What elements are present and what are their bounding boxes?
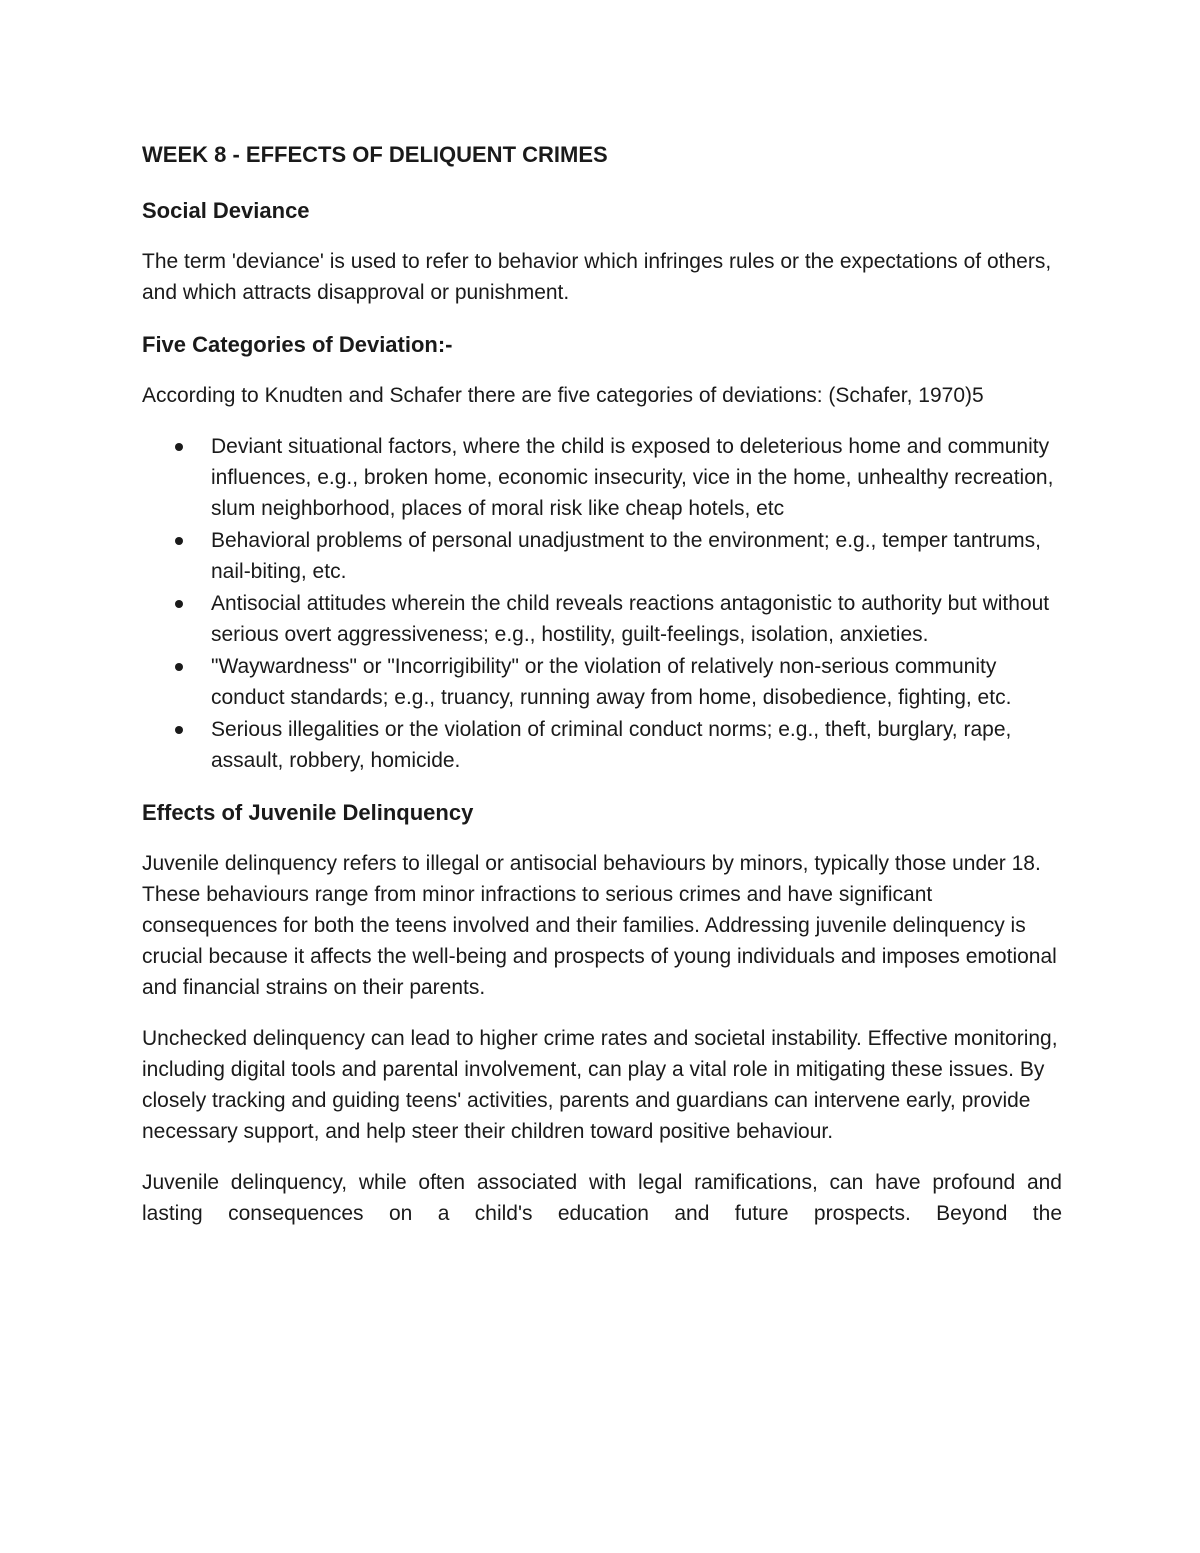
bullet-dot-icon	[175, 443, 183, 451]
list-item-text: "Waywardness" or "Incorrigibility" or the violation of relatively non-serious community conduct standards; e.g., truancy, running away from home, disobedience, fighting, etc.	[211, 655, 1012, 709]
document-body	[142, 138, 1062, 1249]
bullet-dot-icon	[175, 537, 183, 545]
deviation-categories-list	[142, 431, 1062, 776]
paragraph-effects-definition: Juvenile delinquency refers to illegal or antisocial behaviours by minors, typically those under 18. These behaviours range from minor infractions to serious crimes and have significant consequences for both the teens involved and their families. Addressing juvenile delinquency is crucial because it affects the well-being and prospects of young individuals and imposes emotional and financial strains on their parents.	[142, 852, 1057, 999]
list-item	[211, 525, 1062, 587]
paragraph-categories-intro: According to Knudten and Schafer there are five categories of deviations: (Schafer, 1970)5	[142, 384, 984, 407]
bullet-dot-icon	[175, 726, 183, 734]
paragraph-effects-monitoring: Unchecked delinquency can lead to higher crime rates and societal instability. Effective monitoring, including digital tools and parental involvement, can play a vital role in mitigating these issues. By closely tracking and guiding teens' activities, parents and guardians can intervene early, provide necessary support, and help steer their children toward positive behaviour.	[142, 1027, 1058, 1143]
list-item-text: Antisocial attitudes wherein the child reveals reactions antagonistic to authority but without serious overt aggressiveness; e.g., hostility, guilt-feelings, isolation, anxieties.	[211, 592, 1050, 646]
bullet-dot-icon	[175, 600, 183, 608]
section-heading-effects: Effects of Juvenile Delinquency	[142, 800, 474, 825]
list-item-text: Serious illegalities or the violation of criminal conduct norms; e.g., theft, burglary, rape, assault, robbery, homicide.	[211, 718, 1012, 772]
section-heading-five-categories: Five Categories of Deviation:-	[142, 332, 453, 357]
list-item-text: Deviant situational factors, where the child is exposed to deleterious home and community influences, e.g., broken home, economic insecurity, vice in the home, unhealthy recreation, slum neighborhood, places of moral risk like cheap hotels, etc	[211, 435, 1054, 520]
bullet-dot-icon	[175, 663, 183, 671]
section-heading-social-deviance: Social Deviance	[142, 198, 310, 223]
list-item-text: Behavioral problems of personal unadjustment to the environment; e.g., temper tantrums, nail-biting, etc.	[211, 529, 1041, 583]
list-item	[211, 651, 1062, 713]
paragraph-deviance-definition: The term 'deviance' is used to refer to behavior which infringes rules or the expectations of others, and which attracts disapproval or punishment.	[142, 250, 1052, 304]
list-item	[211, 588, 1062, 650]
list-item	[211, 431, 1062, 524]
page-title: WEEK 8 - EFFECTS OF DELIQUENT CRIMES	[142, 142, 608, 167]
paragraph-effects-education: Juvenile delinquency, while often associated with legal ramifications, can have profound and lasting consequences on a child's education and future prospects. Beyond the	[142, 1171, 1062, 1225]
list-item	[211, 714, 1062, 776]
